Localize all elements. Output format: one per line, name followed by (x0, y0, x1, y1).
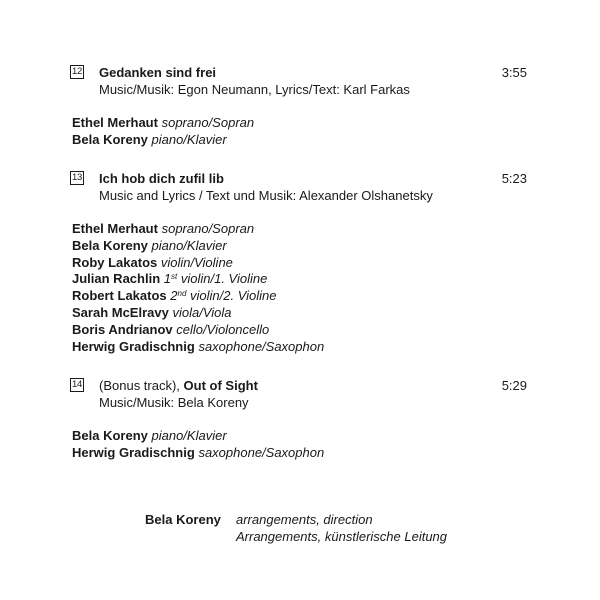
performer-row (72, 428, 324, 445)
performer-row (72, 132, 254, 149)
track-credit: Music/Musik: Egon Neumann, Lyrics/Text: Karl Farkas (99, 82, 410, 97)
role-ordinal: 2 (170, 288, 178, 304)
performer-row (72, 445, 324, 462)
performer-list-12 (72, 115, 254, 149)
track-duration: 3:55 (501, 65, 527, 80)
role-ordinal: 1 (163, 271, 171, 287)
track-title-prefix: (Bonus track), (99, 378, 184, 393)
performer-role: piano/Klavier (151, 237, 227, 253)
performer-name: Robert Lakatos (72, 288, 167, 304)
performer-row (72, 255, 324, 272)
performer-name: Herwig Gradischnig (72, 444, 195, 460)
arranger-role (236, 511, 447, 545)
performer-row (72, 305, 324, 322)
track-title: Ich hob dich zufil lib (99, 171, 224, 186)
track-title-line (99, 377, 258, 394)
performer-name: Bela Koreny (72, 237, 148, 253)
performer-role: cello/Violoncello (176, 321, 270, 337)
performer-role (170, 288, 276, 303)
performer-name: Bela Koreny (72, 131, 148, 147)
track-number-box: 13 (70, 171, 84, 185)
track-credit: Music and Lyrics / Text und Musik: Alexander Olshanetsky (99, 188, 433, 203)
arranger-role-de: Arrangements, künstlerische Leitung (236, 529, 448, 544)
performer-row (72, 271, 324, 288)
performer-role: soprano/Sopran (161, 115, 255, 130)
role-text: violin/2. Violine (186, 288, 277, 304)
track-title: Out of Sight (183, 378, 258, 393)
performer-row (72, 288, 324, 305)
performer-name: Ethel Merhaut (72, 115, 158, 130)
track-duration: 5:23 (501, 171, 527, 186)
performer-role: piano/Klavier (151, 428, 227, 443)
track-duration: 5:29 (501, 378, 527, 393)
role-ordinal-suffix: nd (177, 289, 187, 299)
track-number-box: 12 (70, 65, 84, 79)
performer-name: Herwig Gradischnig (72, 338, 195, 354)
performer-row (72, 115, 254, 132)
track-number-box: 14 (70, 378, 84, 392)
performer-role: saxophone/Saxophon (198, 338, 325, 354)
track-title-line (99, 64, 216, 81)
performer-name: Bela Koreny (72, 428, 148, 443)
arranger-role-en: arrangements, direction (236, 512, 373, 527)
performer-role (164, 271, 268, 286)
performer-name: Roby Lakatos (72, 254, 158, 270)
track-title-line (99, 170, 224, 187)
performer-role: piano/Klavier (151, 131, 227, 147)
performer-name: Julian Rachlin (72, 271, 161, 287)
performer-role: viola/Viola (172, 304, 232, 320)
performer-row (72, 238, 324, 255)
performer-role: violin/Violine (160, 254, 233, 270)
track-credit: Music/Musik: Bela Koreny (99, 395, 249, 410)
role-ordinal-suffix: st (171, 272, 178, 282)
performer-role: saxophone/Saxophon (198, 444, 325, 460)
performer-role: soprano/Sopran (161, 221, 255, 236)
track-title: Gedanken sind frei (99, 65, 217, 80)
performer-name: Sarah McElravy (72, 304, 169, 320)
performer-list-14 (72, 428, 324, 462)
performer-list-13 (72, 221, 324, 355)
performer-name: Boris Andrianov (72, 321, 173, 337)
performer-row (72, 322, 324, 339)
role-text: violin/1. Violine (177, 271, 268, 287)
performer-name: Ethel Merhaut (72, 221, 158, 236)
performer-row (72, 221, 324, 238)
performer-row (72, 339, 324, 356)
arranger-name: Bela Koreny (145, 512, 221, 527)
